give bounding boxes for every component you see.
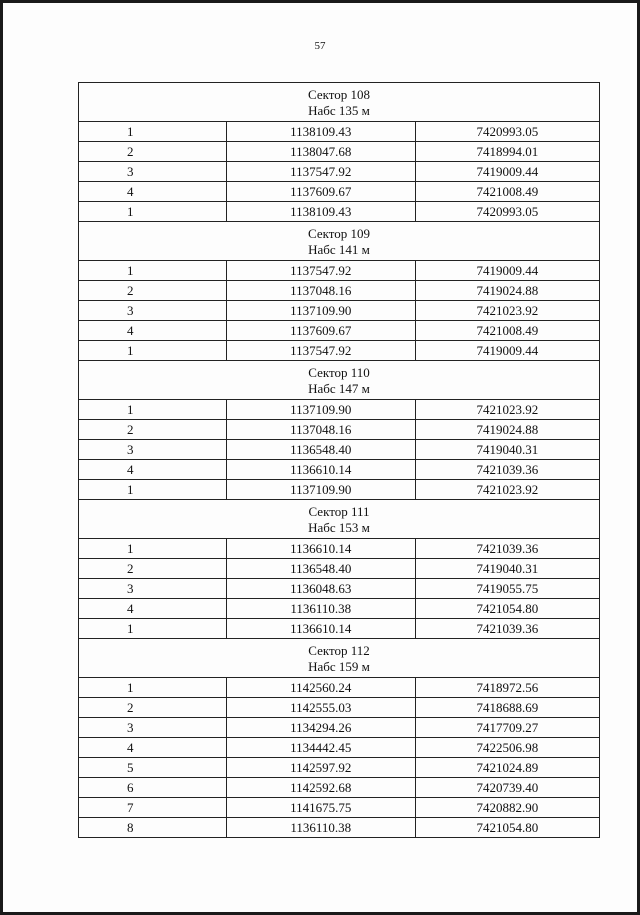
y-coordinate-cell: 7418688.69 (415, 698, 599, 718)
table-row (79, 261, 600, 281)
point-number-cell: 1 (79, 619, 227, 639)
point-number-cell: 6 (79, 778, 227, 798)
table-row (79, 202, 600, 222)
table-row (79, 142, 600, 162)
table-row (79, 480, 600, 500)
sector-title: Сектор 109 (307, 226, 370, 241)
y-coordinate-cell: 7418994.01 (415, 142, 599, 162)
point-number-cell: 4 (79, 738, 227, 758)
y-coordinate-cell: 7421023.92 (415, 480, 599, 500)
x-coordinate-cell: 1137109.90 (226, 480, 415, 500)
y-coordinate-cell: 7419009.44 (415, 162, 599, 182)
x-coordinate-cell: 1142560.24 (226, 678, 415, 698)
point-number-cell: 1 (79, 678, 227, 698)
table-row (79, 440, 600, 460)
point-number-cell: 2 (79, 142, 227, 162)
y-coordinate-cell: 7421054.80 (415, 818, 599, 838)
y-coordinate-cell: 7418972.56 (415, 678, 599, 698)
x-coordinate-cell: 1136610.14 (226, 460, 415, 480)
table-row (79, 400, 600, 420)
y-coordinate-cell: 7420739.40 (415, 778, 599, 798)
point-number-cell: 2 (79, 559, 227, 579)
point-number-cell: 2 (79, 420, 227, 440)
table-row (79, 619, 600, 639)
y-coordinate-cell: 7419040.31 (415, 440, 599, 460)
point-number-cell: 3 (79, 718, 227, 738)
table-row (79, 579, 600, 599)
x-coordinate-cell: 1136048.63 (226, 579, 415, 599)
sector-header-cell (79, 361, 600, 400)
table-row (79, 162, 600, 182)
point-number-cell: 4 (79, 460, 227, 480)
x-coordinate-cell: 1138109.43 (226, 122, 415, 142)
x-coordinate-cell: 1142555.03 (226, 698, 415, 718)
table-row (79, 778, 600, 798)
sector-subtitle: Набс 141 м (308, 242, 370, 257)
sector-subtitle: Набс 153 м (308, 520, 370, 535)
table-row (79, 281, 600, 301)
y-coordinate-cell: 7421024.89 (415, 758, 599, 778)
x-coordinate-cell: 1138047.68 (226, 142, 415, 162)
sector-header-cell (79, 222, 600, 261)
table-row (79, 678, 600, 698)
y-coordinate-cell: 7419040.31 (415, 559, 599, 579)
x-coordinate-cell: 1137609.67 (226, 182, 415, 202)
sector-header-cell (79, 83, 600, 122)
sector-header-row (79, 639, 600, 678)
y-coordinate-cell: 7419009.44 (415, 341, 599, 361)
x-coordinate-cell: 1137547.92 (226, 261, 415, 281)
point-number-cell: 3 (79, 440, 227, 460)
x-coordinate-cell: 1137109.90 (226, 400, 415, 420)
point-number-cell: 1 (79, 341, 227, 361)
table-row (79, 420, 600, 440)
point-number-cell: 3 (79, 579, 227, 599)
y-coordinate-cell: 7419055.75 (415, 579, 599, 599)
table-row (79, 182, 600, 202)
y-coordinate-cell: 7419024.88 (415, 281, 599, 301)
y-coordinate-cell: 7421008.49 (415, 182, 599, 202)
table-row (79, 798, 600, 818)
table-row (79, 818, 600, 838)
coordinates-table-body (79, 83, 600, 838)
point-number-cell: 7 (79, 798, 227, 818)
point-number-cell: 1 (79, 261, 227, 281)
point-number-cell: 5 (79, 758, 227, 778)
table-row (79, 718, 600, 738)
point-number-cell: 3 (79, 301, 227, 321)
sector-title: Сектор 108 (307, 87, 370, 102)
y-coordinate-cell: 7422506.98 (415, 738, 599, 758)
table-row (79, 122, 600, 142)
x-coordinate-cell: 1138109.43 (226, 202, 415, 222)
x-coordinate-cell: 1137547.92 (226, 162, 415, 182)
point-number-cell: 1 (79, 539, 227, 559)
table-row (79, 341, 600, 361)
x-coordinate-cell: 1136610.14 (226, 539, 415, 559)
y-coordinate-cell: 7420993.05 (415, 202, 599, 222)
point-number-cell: 8 (79, 818, 227, 838)
point-number-cell: 4 (79, 599, 227, 619)
sector-header-row (79, 83, 600, 122)
sector-header-row (79, 361, 600, 400)
document-page (3, 3, 637, 912)
x-coordinate-cell: 1142592.68 (226, 778, 415, 798)
table-row (79, 301, 600, 321)
x-coordinate-cell: 1141675.75 (226, 798, 415, 818)
y-coordinate-cell: 7421023.92 (415, 400, 599, 420)
table-row (79, 758, 600, 778)
y-coordinate-cell: 7417709.27 (415, 718, 599, 738)
x-coordinate-cell: 1134294.26 (226, 718, 415, 738)
table-row (79, 321, 600, 341)
y-coordinate-cell: 7421054.80 (415, 599, 599, 619)
y-coordinate-cell: 7419024.88 (415, 420, 599, 440)
x-coordinate-cell: 1137109.90 (226, 301, 415, 321)
x-coordinate-cell: 1136548.40 (226, 440, 415, 460)
x-coordinate-cell: 1136610.14 (226, 619, 415, 639)
x-coordinate-cell: 1136548.40 (226, 559, 415, 579)
table-row (79, 460, 600, 480)
x-coordinate-cell: 1134442.45 (226, 738, 415, 758)
y-coordinate-cell: 7421008.49 (415, 321, 599, 341)
point-number-cell: 3 (79, 162, 227, 182)
y-coordinate-cell: 7420993.05 (415, 122, 599, 142)
point-number-cell: 1 (79, 122, 227, 142)
point-number-cell: 4 (79, 321, 227, 341)
x-coordinate-cell: 1137048.16 (226, 281, 415, 301)
sector-title: Сектор 110 (308, 365, 370, 380)
sector-subtitle: Набс 135 м (308, 103, 370, 118)
table-row (79, 599, 600, 619)
table-row (79, 539, 600, 559)
page-number: 57 (314, 40, 326, 52)
sector-subtitle: Набс 147 м (308, 381, 370, 396)
y-coordinate-cell: 7421023.92 (415, 301, 599, 321)
coordinates-table (78, 82, 600, 838)
point-number-cell: 1 (79, 480, 227, 500)
table-row (79, 698, 600, 718)
sector-header-row (79, 222, 600, 261)
sector-header-cell (79, 639, 600, 678)
y-coordinate-cell: 7420882.90 (415, 798, 599, 818)
sector-header-cell (79, 500, 600, 539)
x-coordinate-cell: 1136110.38 (226, 818, 415, 838)
point-number-cell: 4 (79, 182, 227, 202)
sector-subtitle: Набс 159 м (308, 659, 370, 674)
y-coordinate-cell: 7421039.36 (415, 619, 599, 639)
x-coordinate-cell: 1136110.38 (226, 599, 415, 619)
point-number-cell: 1 (79, 202, 227, 222)
sector-header-row (79, 500, 600, 539)
table-row (79, 559, 600, 579)
x-coordinate-cell: 1137048.16 (226, 420, 415, 440)
x-coordinate-cell: 1142597.92 (226, 758, 415, 778)
point-number-cell: 2 (79, 281, 227, 301)
y-coordinate-cell: 7419009.44 (415, 261, 599, 281)
y-coordinate-cell: 7421039.36 (415, 539, 599, 559)
point-number-cell: 2 (79, 698, 227, 718)
x-coordinate-cell: 1137609.67 (226, 321, 415, 341)
point-number-cell: 1 (79, 400, 227, 420)
y-coordinate-cell: 7421039.36 (415, 460, 599, 480)
sector-title: Сектор 112 (308, 643, 370, 658)
x-coordinate-cell: 1137547.92 (226, 341, 415, 361)
table-row (79, 738, 600, 758)
sector-title: Сектор 111 (308, 504, 370, 519)
